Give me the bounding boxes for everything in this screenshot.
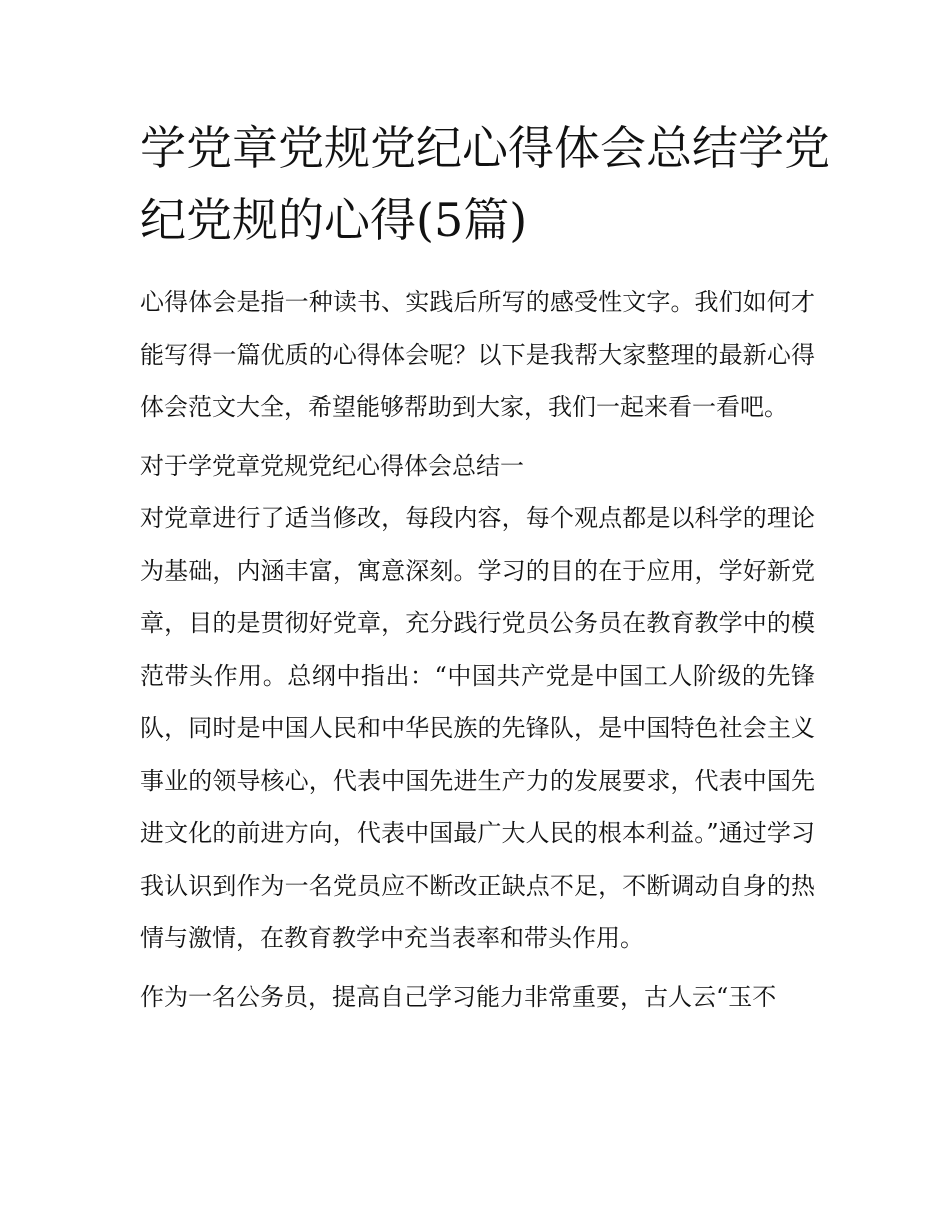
- body-paragraph: 对党章进行了适当修改，每段内容，每个观点都是以科学的理论为基础，内涵丰富，寓意深刻。学习的目的在于应用，学好新党章，目的是贯彻好党章，充分践行党员公务员在教育教学中的模范带头作用。总纲中指出：“中国共产党是中国工人阶级的先锋队，同时是中国人民和中华民族的先锋队，是中国特色社会主义事业的领导核心，代表中国先进生产力的发展要求，代表中国先进文化的前进方向，代表中国最广大人民的根本利益。”通过学习我认识到作为一名党员应不断改正缺点不足，不断调动自身的热情与激情，在教育教学中充当表率和带头作用。: [140, 504, 815, 952]
- section-heading: 对于学党章党规党纪心得体会总结一: [140, 451, 524, 480]
- intro-paragraph: 心得体会是指一种读书、实践后所写的感受性文字。我们如何才能写得一篇优质的心得体会呢？以下是我帮大家整理的最新心得体会范文大全，希望能够帮助到大家，我们一起来看一看吧。: [140, 288, 815, 421]
- body-paragraph: 作为一名公务员，提高自己学习能力非常重要，古人云“玉不: [140, 982, 777, 1011]
- document-title: 学党章党规党纪心得体会总结学党纪党规的心得(5篇): [140, 121, 830, 247]
- document-body: [140, 112, 830, 1023]
